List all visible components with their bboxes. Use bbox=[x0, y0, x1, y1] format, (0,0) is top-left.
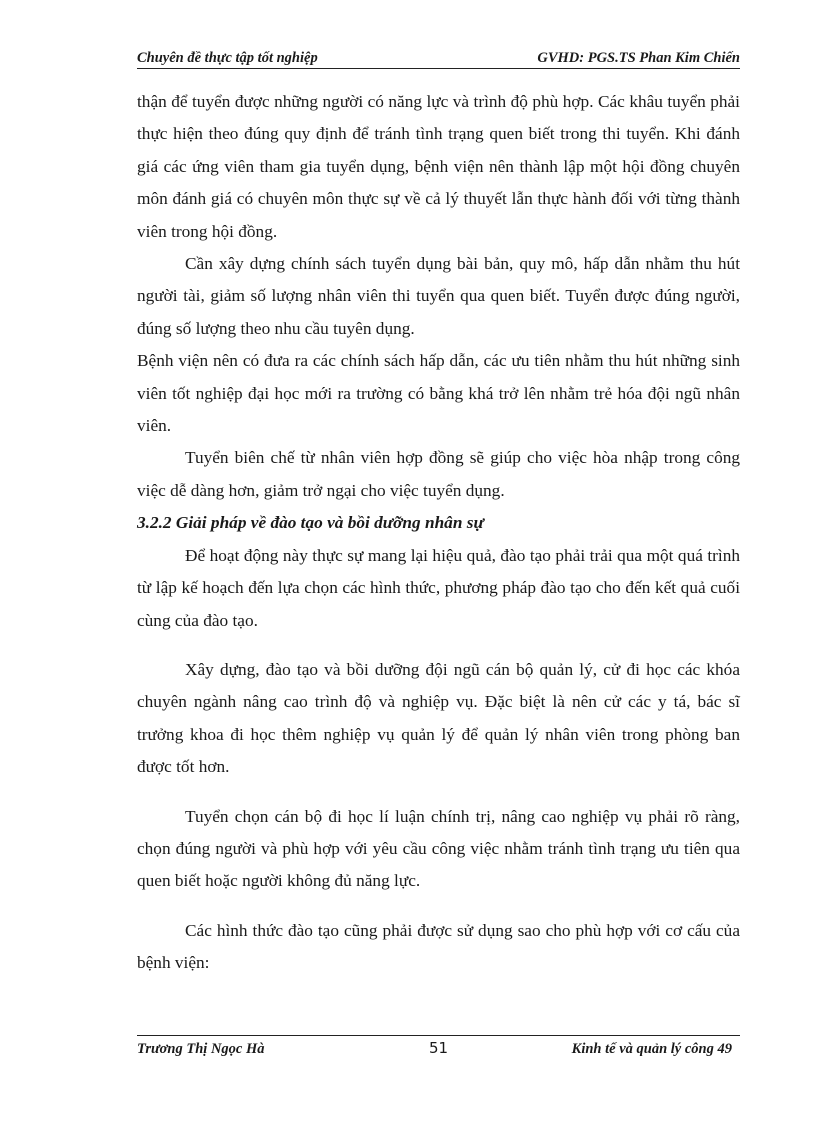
header-advisor: GVHD: PGS.TS Phan Kim Chiến bbox=[537, 50, 740, 66]
page-number: 51 bbox=[428, 1039, 449, 1057]
section-heading: 3.2.2 Giải pháp về đào tạo và bồi dưỡng nhân sự bbox=[137, 513, 484, 533]
page-header bbox=[137, 50, 740, 69]
paragraph-1: thận để tuyển được những người có năng lực và trình độ phù hợp. Các khâu tuyển phải thực hiện theo đúng quy định để tránh tình trạng quen biết trong thi tuyển. Khi đánh giá các ứng viên tham gia tuyển dụng, bệnh viện nên thành lập một hội đồng chuyên môn đánh giá có chuyên môn thực sự về cả lý thuyết lẫn thực hành đối với từng thành viên trong hội đồng. bbox=[137, 92, 740, 241]
header-title: Chuyên đề thực tập tốt nghiệp bbox=[137, 50, 318, 66]
paragraph-8: Các hình thức đào tạo cũng phải được sử dụng sao cho phù hợp với cơ cấu của bệnh viện: bbox=[137, 920, 740, 973]
footer-author: Trương Thị Ngọc Hà bbox=[137, 1041, 265, 1057]
paragraph-3: Bệnh viện nên có đưa ra các chính sách hấp dẫn, các ưu tiên nhằm thu hút những sinh viên tốt nghiệp đại học mới ra trường có bằng khá trở lên nhằm trẻ hóa đội ngũ nhân viên. bbox=[137, 351, 740, 436]
paragraph-6: Xây dựng, đào tạo và bồi dưỡng đội ngũ cán bộ quản lý, cử đi học các khóa chuyên ngành nâng cao trình độ và nghiệp vụ. Đặc biệt là nên cử các y tá, bác sĩ trưởng khoa đi học thêm nghiệp vụ quản lý để quản lý nhân viên trong phòng ban được tốt hơn. bbox=[137, 659, 740, 777]
paragraph-4: Tuyển biên chế từ nhân viên hợp đồng sẽ giúp cho việc hòa nhập trong công việc dễ dàng hơn, giảm trở ngại cho việc tuyển dụng. bbox=[137, 448, 740, 500]
footer-course: Kinh tế và quản lý công 49 bbox=[571, 1041, 732, 1057]
page-footer bbox=[137, 1035, 740, 1058]
document-body bbox=[137, 86, 740, 980]
paragraph-5: Để hoạt động này thực sự mang lại hiệu quả, đào tạo phải trải qua một quá trình từ lập kế hoạch đến lựa chọn các hình thức, phương pháp đào tạo cho đến kết quả cuối cùng của đào tạo. bbox=[137, 545, 740, 630]
paragraph-7: Tuyển chọn cán bộ đi học lí luận chính trị, nâng cao nghiệp vụ phải rõ ràng, chọn đúng người và phù hợp với yêu cầu công việc nhằm tránh tình trạng ưu tiên qua quen biết hoặc người không đủ năng lực. bbox=[137, 806, 740, 891]
paragraph-2: Cần xây dựng chính sách tuyển dụng bài bản, quy mô, hấp dẫn nhằm thu hút người tài, giảm số lượng nhân viên thi tuyển qua quen biết. Tuyển được đúng người, đúng số lượng theo nhu cầu tuyên dụng. bbox=[137, 254, 740, 338]
